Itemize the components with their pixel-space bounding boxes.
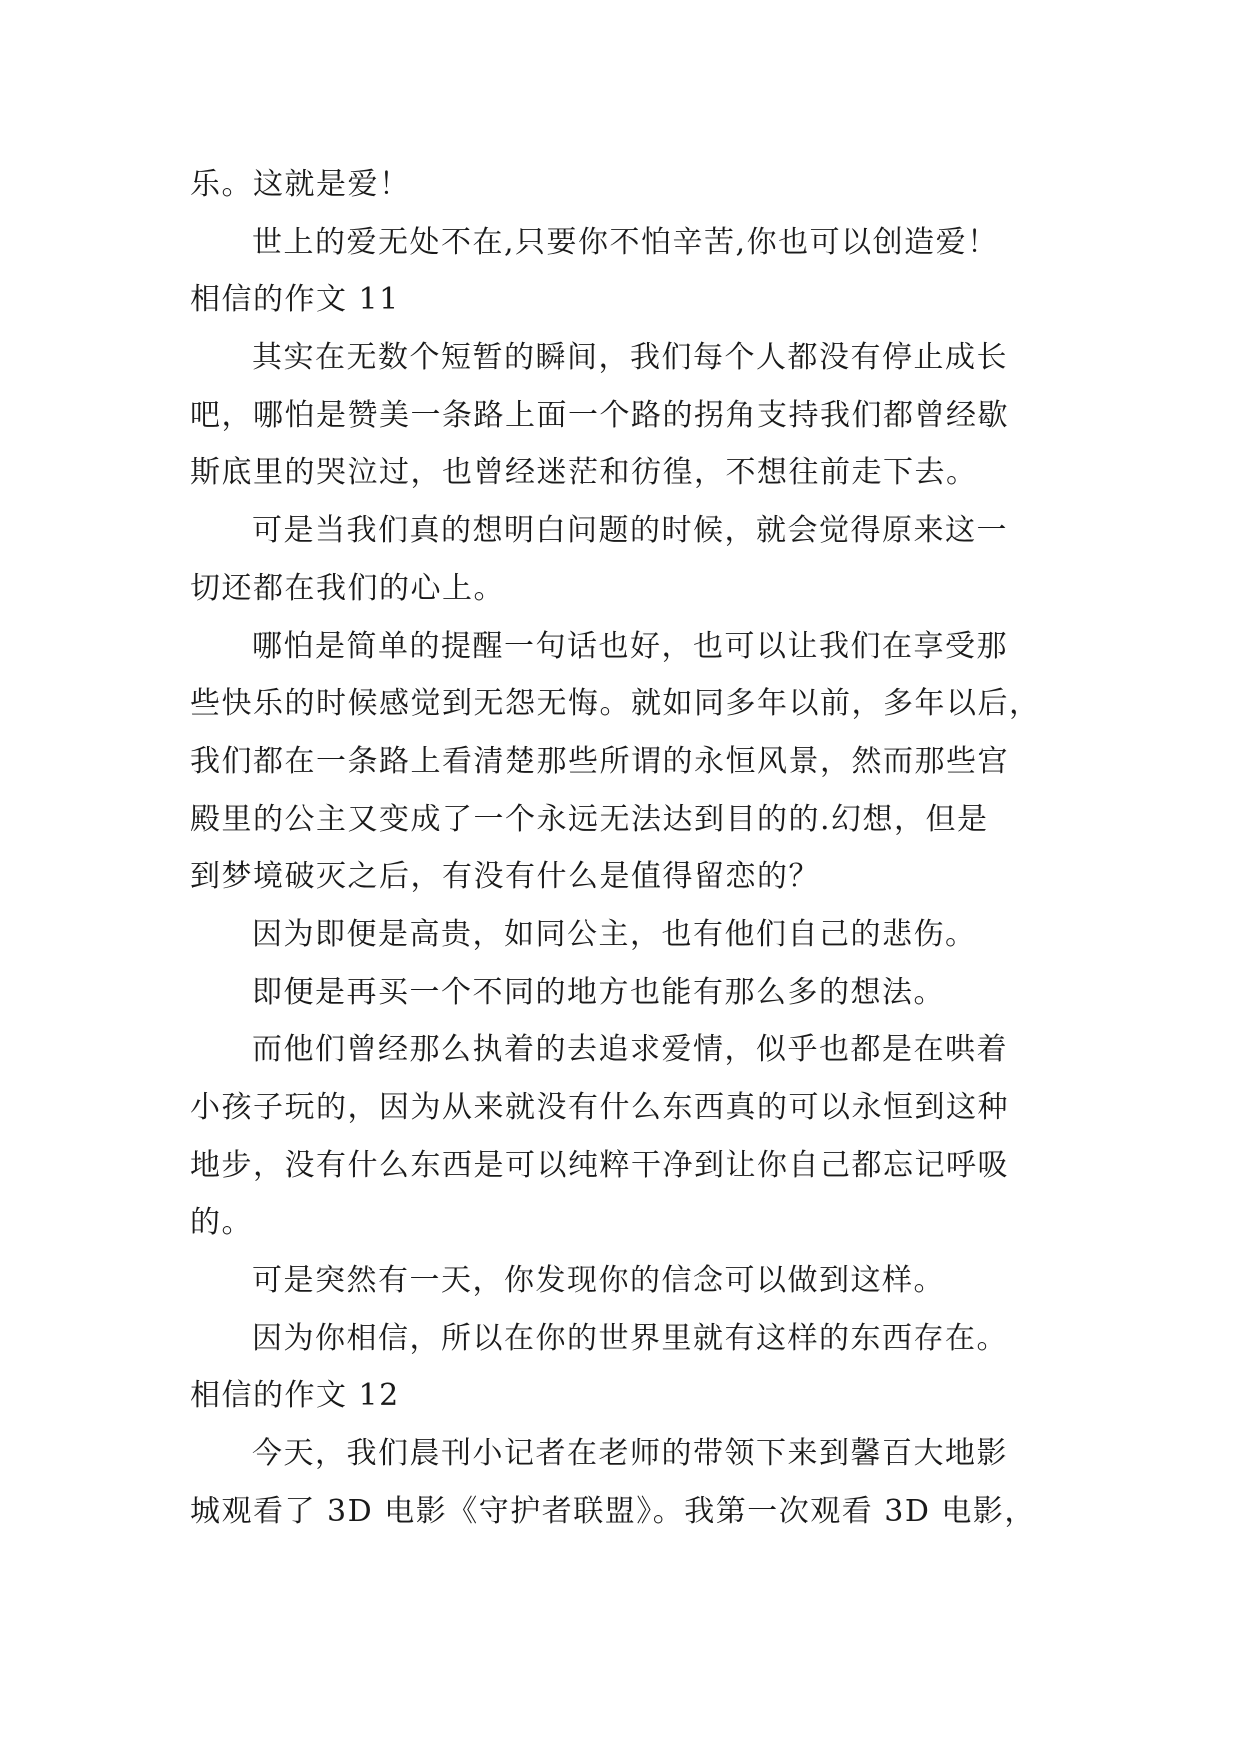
text-line: 可是当我们真的想明白问题的时候，就会觉得原来这一 xyxy=(252,513,1008,549)
text-line: 吧，哪怕是赞美一条路上面一个路的拐角支持我们都曾经歇 xyxy=(190,397,1009,433)
text-line: 到梦境破灭之后，有没有什么是值得留恋的？ xyxy=(190,859,820,895)
text-line: 世上的爱无处不在,只要你不怕辛苦,你也可以创造爱！ xyxy=(252,224,999,260)
text-line: 些快乐的时候感觉到无怨无悔。就如同多年以前，多年以后， xyxy=(190,686,1041,722)
text-line: 而他们曾经那么执着的去追求爱情，似乎也都是在哄着 xyxy=(252,1032,1008,1068)
text-line: 小孩子玩的，因为从来就没有什么东西真的可以永恒到这种 xyxy=(190,1090,1009,1125)
text-line: 可是突然有一天，你发现你的信念可以做到这样。 xyxy=(252,1263,945,1299)
section-heading: 相信的作文 11 xyxy=(190,282,400,318)
text-line: 地步，没有什么东西是可以纯粹干净到让你自己都忘记呼吸 xyxy=(190,1147,1009,1183)
text-line: 切还都在我们的心上。 xyxy=(190,570,505,606)
text-line: 今天，我们晨刊小记者在老师的带领下来到馨百大地影 xyxy=(252,1436,1008,1472)
document-body xyxy=(190,156,1070,1541)
text-line: 即便是再买一个不同的地方也能有那么多的想法。 xyxy=(252,974,945,1010)
text-line: 因为即便是高贵，如同公主，也有他们自己的悲伤。 xyxy=(252,916,977,952)
text-line: 其实在无数个短暂的瞬间，我们每个人都没有停止成长 xyxy=(252,340,1008,376)
text-line: 乐。这就是爱！ xyxy=(190,167,411,202)
text-line: 我们都在一条路上看清楚那些所谓的永恒风景，然而那些宫 xyxy=(190,743,1009,779)
text-line: 因为你相信，所以在你的世界里就有这样的东西存在。 xyxy=(252,1320,1008,1356)
text-line: 殿里的公主又变成了一个永远无法达到目的的.幻想，但是 xyxy=(190,801,989,837)
text-line: 的。 xyxy=(190,1205,253,1241)
text-line: 哪怕是简单的提醒一句话也好，也可以让我们在享受那 xyxy=(252,628,1008,664)
section-heading: 相信的作文 12 xyxy=(190,1378,400,1414)
text-line: 城观看了 3D 电影《守护者联盟》。我第一次观看 3D 电影， xyxy=(190,1493,1036,1529)
text-line: 斯底里的哭泣过，也曾经迷茫和彷徨，不想往前走下去。 xyxy=(190,455,978,491)
